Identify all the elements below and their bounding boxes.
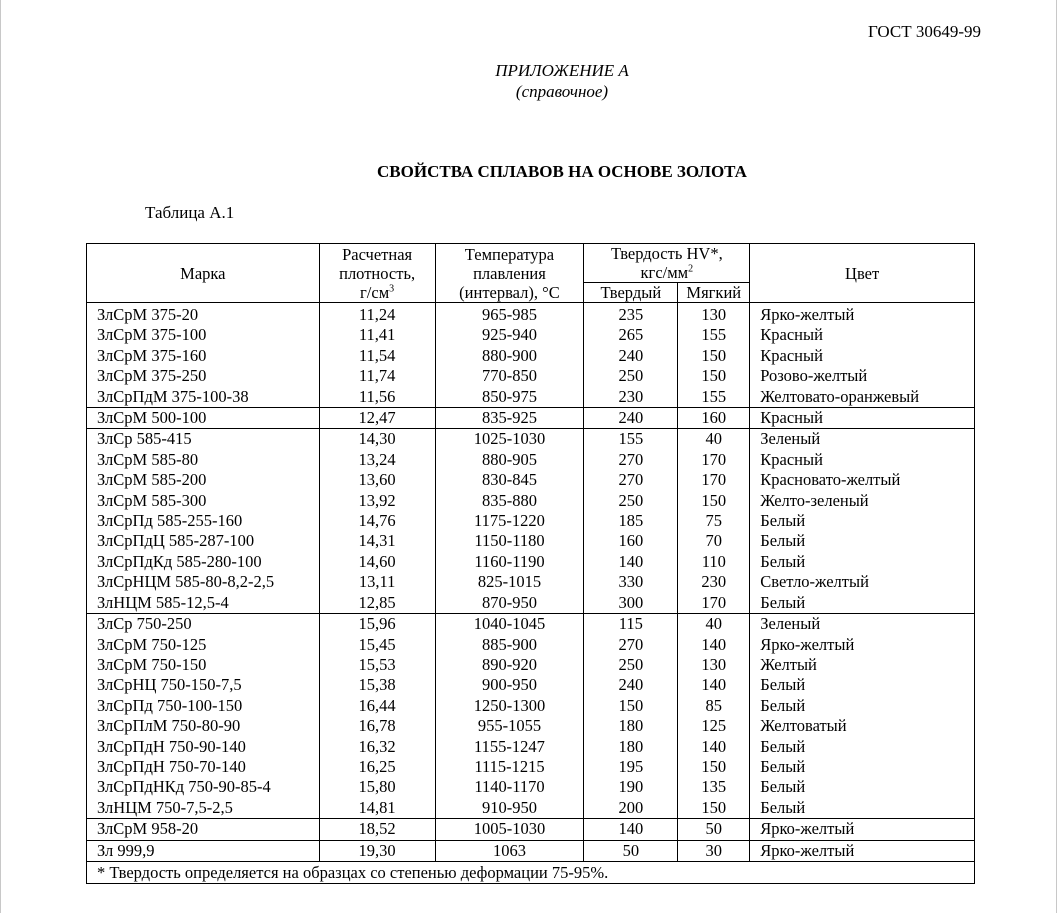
table-row (87, 552, 975, 572)
table-row (87, 303, 975, 326)
cell-melting-range: 1025-1030 (435, 429, 584, 450)
table-row (87, 675, 975, 695)
header-density-line2: плотность, (339, 263, 416, 283)
cell-melting-range: 885-900 (435, 635, 584, 655)
cell-density: 16,44 (319, 696, 435, 716)
cell-hardness-soft: 170 (678, 593, 750, 614)
table-row (87, 696, 975, 716)
cell-density: 12,85 (319, 593, 435, 614)
cell-hardness-hard: 50 (584, 840, 678, 861)
cell-color: Желто-зеленый (750, 491, 975, 511)
table-row (87, 366, 975, 386)
cell-mark: ЗлСрНЦ 750-150-7,5 (87, 675, 320, 695)
header-temp-line2: плавления (473, 263, 546, 283)
cell-hardness-hard: 230 (584, 387, 678, 408)
cell-color: Розово-желтый (750, 366, 975, 386)
table-row (87, 716, 975, 736)
cell-density: 14,76 (319, 511, 435, 531)
cell-density: 11,56 (319, 387, 435, 408)
page-edge-left (0, 0, 1, 913)
cell-color: Ярко-желтый (750, 303, 975, 326)
cell-mark: ЗлСрПдЦ 585-287-100 (87, 531, 320, 551)
table-row (87, 491, 975, 511)
cell-melting-range: 1040-1045 (435, 614, 584, 635)
cell-color: Красновато-желтый (750, 470, 975, 490)
cell-melting-range: 965-985 (435, 303, 584, 326)
cell-density: 15,80 (319, 777, 435, 797)
cell-hardness-hard: 190 (584, 777, 678, 797)
cell-hardness-hard: 140 (584, 819, 678, 840)
cell-hardness-soft: 40 (678, 429, 750, 450)
cell-hardness-hard: 180 (584, 716, 678, 736)
table-row (87, 840, 975, 861)
appendix-title: ПРИЛОЖЕНИЕ А (495, 61, 629, 80)
cell-hardness-hard: 250 (584, 366, 678, 386)
cell-hardness-hard: 240 (584, 346, 678, 366)
cell-hardness-soft: 170 (678, 470, 750, 490)
cell-mark: ЗлСрМ 958-20 (87, 819, 320, 840)
cell-density: 11,54 (319, 346, 435, 366)
cell-mark: ЗлСрМ 585-80 (87, 450, 320, 470)
header-hardness-line1: Твердость HV*, (610, 244, 723, 263)
cell-hardness-soft: 160 (678, 408, 750, 429)
cell-melting-range: 910-950 (435, 798, 584, 819)
cell-color: Красный (750, 325, 975, 345)
cell-density: 14,60 (319, 552, 435, 572)
cell-color: Ярко-желтый (750, 635, 975, 655)
cell-color: Белый (750, 777, 975, 797)
cell-melting-range: 955-1055 (435, 716, 584, 736)
cell-hardness-hard: 240 (584, 408, 678, 429)
table-row (87, 819, 975, 840)
cell-melting-range: 1140-1170 (435, 777, 584, 797)
cell-color: Желтый (750, 655, 975, 675)
cell-hardness-soft: 135 (678, 777, 750, 797)
table-header (87, 244, 975, 303)
table-row (87, 614, 975, 635)
table-row (87, 572, 975, 592)
cell-density: 11,41 (319, 325, 435, 345)
cell-melting-range: 1150-1180 (435, 531, 584, 551)
cell-density: 13,24 (319, 450, 435, 470)
header-hardness (584, 244, 750, 283)
cell-melting-range: 1175-1220 (435, 511, 584, 531)
cell-hardness-soft: 125 (678, 716, 750, 736)
cell-mark: ЗлНЦМ 750-7,5-2,5 (87, 798, 320, 819)
cell-density: 19,30 (319, 840, 435, 861)
cell-mark: ЗлСр 750-250 (87, 614, 320, 635)
cell-color: Белый (750, 675, 975, 695)
table-row (87, 593, 975, 614)
cell-hardness-soft: 155 (678, 387, 750, 408)
cell-density: 11,74 (319, 366, 435, 386)
cell-hardness-soft: 110 (678, 552, 750, 572)
header-density-line1: Расчетная (342, 244, 413, 264)
cell-melting-range: 925-940 (435, 325, 584, 345)
cell-hardness-hard: 150 (584, 696, 678, 716)
cell-density: 13,11 (319, 572, 435, 592)
cell-melting-range: 1155-1247 (435, 737, 584, 757)
cell-melting-range: 835-925 (435, 408, 584, 429)
cell-melting-range: 900-950 (435, 675, 584, 695)
cell-hardness-hard: 250 (584, 655, 678, 675)
cell-color: Белый (750, 798, 975, 819)
cell-hardness-hard: 270 (584, 470, 678, 490)
cell-color: Белый (750, 593, 975, 614)
table-row (87, 387, 975, 408)
cell-melting-range: 880-905 (435, 450, 584, 470)
cell-color: Красный (750, 408, 975, 429)
cell-color: Белый (750, 511, 975, 531)
cell-mark: ЗлНЦМ 585-12,5-4 (87, 593, 320, 614)
cell-color: Светло-желтый (750, 572, 975, 592)
cell-density: 12,47 (319, 408, 435, 429)
cell-hardness-hard: 270 (584, 450, 678, 470)
cell-density: 15,96 (319, 614, 435, 635)
table-row (87, 408, 975, 429)
cell-melting-range: 825-1015 (435, 572, 584, 592)
cell-hardness-hard: 180 (584, 737, 678, 757)
cell-mark: ЗлСр 585-415 (87, 429, 320, 450)
cell-hardness-hard: 270 (584, 635, 678, 655)
table-row (87, 429, 975, 450)
cell-melting-range: 870-950 (435, 593, 584, 614)
cell-melting-range: 1005-1030 (435, 819, 584, 840)
cell-hardness-soft: 150 (678, 757, 750, 777)
cell-density: 14,31 (319, 531, 435, 551)
cell-mark: ЗлСрНЦМ 585-80-8,2-2,5 (87, 572, 320, 592)
cell-color: Желтоватый (750, 716, 975, 736)
cell-hardness-soft: 150 (678, 798, 750, 819)
cell-hardness-soft: 140 (678, 675, 750, 695)
cell-density: 15,45 (319, 635, 435, 655)
cell-color: Ярко-желтый (750, 840, 975, 861)
page-edge-right (1056, 0, 1057, 913)
cell-mark: ЗлСрМ 585-200 (87, 470, 320, 490)
cell-melting-range: 880-900 (435, 346, 584, 366)
header-soft: Мягкий (678, 283, 750, 303)
cell-hardness-soft: 40 (678, 614, 750, 635)
cell-color: Белый (750, 737, 975, 757)
cell-hardness-soft: 140 (678, 737, 750, 757)
header-density (319, 244, 435, 303)
cell-color: Зеленый (750, 614, 975, 635)
cell-mark: ЗлСрМ 375-100 (87, 325, 320, 345)
cell-melting-range: 1160-1190 (435, 552, 584, 572)
cell-mark: ЗлСрМ 750-150 (87, 655, 320, 675)
cell-density: 13,60 (319, 470, 435, 490)
table-row (87, 655, 975, 675)
cell-melting-range: 1250-1300 (435, 696, 584, 716)
cell-color: Белый (750, 552, 975, 572)
table-row (87, 325, 975, 345)
header-mark: Марка (87, 244, 320, 303)
cell-mark: ЗлСрПдНКд 750-90-85-4 (87, 777, 320, 797)
alloy-properties-table (86, 243, 975, 884)
cell-hardness-hard: 155 (584, 429, 678, 450)
cell-melting-range: 890-920 (435, 655, 584, 675)
table-body (87, 303, 975, 862)
cell-hardness-hard: 240 (584, 675, 678, 695)
cell-mark: ЗлСрМ 375-250 (87, 366, 320, 386)
table-row (87, 511, 975, 531)
table-row (87, 346, 975, 366)
cell-density: 11,24 (319, 303, 435, 326)
cell-density: 14,81 (319, 798, 435, 819)
cell-hardness-soft: 30 (678, 840, 750, 861)
cell-melting-range: 850-975 (435, 387, 584, 408)
cell-mark: ЗлСрМ 375-20 (87, 303, 320, 326)
appendix-heading (0, 60, 1058, 102)
cell-mark: ЗлСрМ 375-160 (87, 346, 320, 366)
cell-hardness-hard: 195 (584, 757, 678, 777)
header-temp-line3: (интервал), °С (459, 282, 560, 302)
header-density-unit: г/см (360, 282, 390, 302)
cell-color: Белый (750, 696, 975, 716)
cell-color: Зеленый (750, 429, 975, 450)
cell-hardness-soft: 155 (678, 325, 750, 345)
cell-hardness-soft: 70 (678, 531, 750, 551)
cell-melting-range: 1063 (435, 840, 584, 861)
cell-mark: ЗлСрПдН 750-70-140 (87, 757, 320, 777)
cell-melting-range: 835-880 (435, 491, 584, 511)
header-temp-line1: Температура (464, 244, 555, 264)
header-temperature (435, 244, 584, 303)
appendix-subtitle: (справочное) (515, 82, 609, 101)
table-row (87, 737, 975, 757)
document-code: ГОСТ 30649-99 (867, 22, 981, 41)
cell-hardness-hard: 185 (584, 511, 678, 531)
header-hard: Твердый (584, 283, 678, 303)
cell-density: 16,25 (319, 757, 435, 777)
cell-mark: ЗлСрПлМ 750-80-90 (87, 716, 320, 736)
cell-color: Белый (750, 531, 975, 551)
cell-color: Красный (750, 346, 975, 366)
cell-hardness-soft: 150 (678, 491, 750, 511)
section-title: СВОЙСТВА СПЛАВОВ НА ОСНОВЕ ЗОЛОТА (377, 162, 747, 181)
cell-hardness-soft: 75 (678, 511, 750, 531)
cell-mark: ЗлСрПд 585-255-160 (87, 511, 320, 531)
cell-mark: Зл 999,9 (87, 840, 320, 861)
cell-color: Белый (750, 757, 975, 777)
cell-color: Красный (750, 450, 975, 470)
cell-hardness-soft: 140 (678, 635, 750, 655)
cell-hardness-soft: 230 (678, 572, 750, 592)
cell-hardness-soft: 170 (678, 450, 750, 470)
cell-hardness-hard: 265 (584, 325, 678, 345)
table-row (87, 798, 975, 819)
cell-density: 13,92 (319, 491, 435, 511)
cell-density: 14,30 (319, 429, 435, 450)
cell-mark: ЗлСрПд 750-100-150 (87, 696, 320, 716)
header-color: Цвет (750, 244, 975, 303)
cell-hardness-hard: 115 (584, 614, 678, 635)
table-row (87, 531, 975, 551)
cell-hardness-hard: 160 (584, 531, 678, 551)
cell-color: Желтовато-оранжевый (750, 387, 975, 408)
cell-hardness-hard: 330 (584, 572, 678, 592)
cell-hardness-soft: 130 (678, 303, 750, 326)
table-row (87, 450, 975, 470)
cell-hardness-hard: 300 (584, 593, 678, 614)
cell-hardness-hard: 235 (584, 303, 678, 326)
cell-hardness-hard: 140 (584, 552, 678, 572)
cell-mark: ЗлСрПдКд 585-280-100 (87, 552, 320, 572)
cell-mark: ЗлСрМ 750-125 (87, 635, 320, 655)
cell-mark: ЗлСрПдМ 375-100-38 (87, 387, 320, 408)
header-density-sup: 3 (389, 283, 395, 294)
cell-hardness-soft: 50 (678, 819, 750, 840)
cell-mark: ЗлСрМ 500-100 (87, 408, 320, 429)
table-footnote: * Твердость определяется на образцах со степенью деформации 75-95%. (87, 861, 975, 883)
cell-density: 15,53 (319, 655, 435, 675)
cell-density: 18,52 (319, 819, 435, 840)
header-hardness-sup: 2 (688, 263, 694, 275)
cell-hardness-soft: 85 (678, 696, 750, 716)
cell-melting-range: 1115-1215 (435, 757, 584, 777)
cell-hardness-hard: 250 (584, 491, 678, 511)
table-row (87, 757, 975, 777)
cell-hardness-soft: 150 (678, 366, 750, 386)
cell-melting-range: 830-845 (435, 470, 584, 490)
cell-color: Ярко-желтый (750, 819, 975, 840)
table-row (87, 635, 975, 655)
cell-melting-range: 770-850 (435, 366, 584, 386)
cell-mark: ЗлСрМ 585-300 (87, 491, 320, 511)
header-hardness-unit: кгс/мм (640, 263, 689, 282)
table-row (87, 777, 975, 797)
cell-density: 16,78 (319, 716, 435, 736)
cell-hardness-soft: 150 (678, 346, 750, 366)
cell-hardness-hard: 200 (584, 798, 678, 819)
table-row (87, 470, 975, 490)
cell-hardness-soft: 130 (678, 655, 750, 675)
cell-density: 16,32 (319, 737, 435, 757)
cell-density: 15,38 (319, 675, 435, 695)
cell-mark: ЗлСрПдН 750-90-140 (87, 737, 320, 757)
table-label: Таблица А.1 (145, 203, 235, 222)
